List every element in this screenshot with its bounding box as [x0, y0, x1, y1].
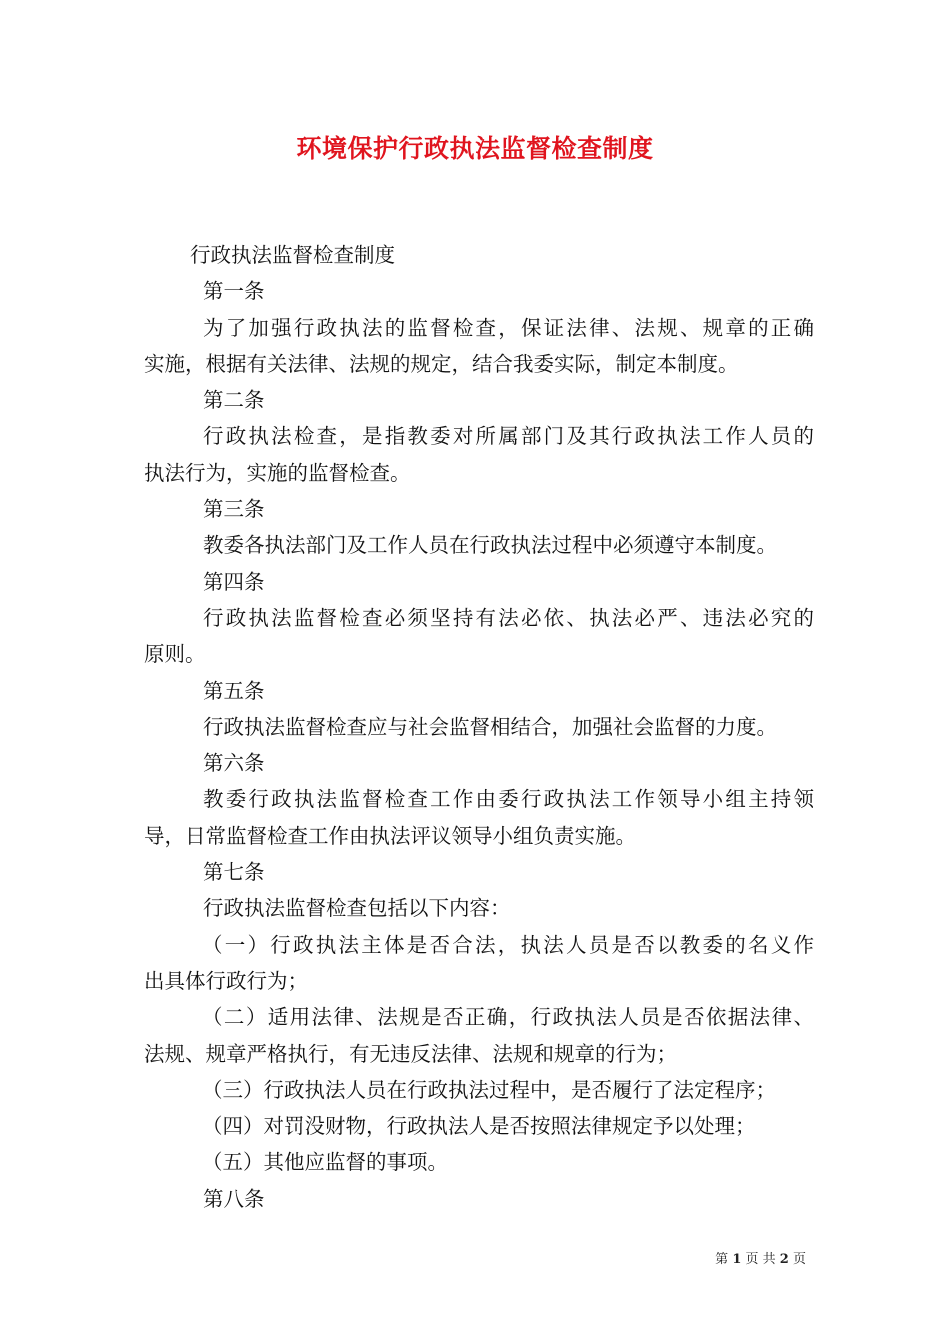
document-line: 出具体行政行为； [144, 968, 308, 993]
document-line: （四）对罚没财物，行政执法人是否按照法律规定予以处理； [202, 1114, 756, 1139]
document-line: 第一条 [203, 279, 265, 304]
footer-current-page: 1 [732, 1252, 742, 1267]
document-line: 导，日常监督检查工作由执法评议领导小组负责实施。 [144, 823, 636, 848]
document-line: 实施，根据有关法律、法规的规定，结合我委实际，制定本制度。 [144, 351, 739, 376]
document-line: 行政执法监督检查包括以下内容： [203, 896, 511, 921]
footer-prefix: 第 [715, 1252, 729, 1267]
document-line: （三）行政执法人员在行政执法过程中，是否履行了法定程序； [202, 1077, 776, 1102]
document-line: 第四条 [203, 569, 265, 594]
document-line: 行政执法监督检查应与社会监督相结合，加强社会监督的力度。 [203, 714, 777, 739]
footer-middle: 页 共 [745, 1252, 776, 1267]
page-footer [715, 1248, 806, 1267]
document-line: （二）适用法律、法规是否正确，行政执法人员是否依据法律、 [202, 1005, 814, 1030]
document-line: 第八条 [203, 1186, 265, 1211]
document-body [144, 237, 814, 1217]
document-title: 环境保护行政执法监督检查制度 [296, 134, 654, 163]
document-line: 行政执法监督检查必须坚持有法必依、执法必严、违法必究的 [203, 605, 814, 630]
document-line: （五）其他应监督的事项。 [202, 1150, 448, 1175]
document-line: 行政执法检查，是指教委对所属部门及其行政执法工作人员的 [203, 424, 814, 449]
document-line: 行政执法监督检查制度 [190, 243, 395, 267]
footer-total-pages: 2 [779, 1252, 789, 1267]
document-line: 教委各执法部门及工作人员在行政执法过程中必须遵守本制度。 [203, 533, 777, 558]
document-line: 第六条 [203, 751, 265, 776]
document-line: （一）行政执法主体是否合法，执法人员是否以教委的名义作 [202, 932, 814, 957]
document-line: 教委行政执法监督检查工作由委行政执法工作领导小组主持领 [203, 787, 814, 812]
document-line: 原则。 [144, 642, 206, 667]
document-line: 执法行为，实施的监督检查。 [144, 460, 411, 485]
document-line: 第七条 [203, 860, 265, 885]
document-line: 法规、规章严格执行，有无违反法律、法规和规章的行为； [144, 1041, 677, 1066]
document-line: 第五条 [203, 678, 265, 703]
document-line: 第三条 [203, 497, 265, 522]
document-line: 第二条 [203, 388, 265, 413]
document-line: 为了加强行政执法的监督检查，保证法律、法规、规章的正确 [203, 315, 814, 340]
footer-suffix: 页 [792, 1252, 806, 1267]
